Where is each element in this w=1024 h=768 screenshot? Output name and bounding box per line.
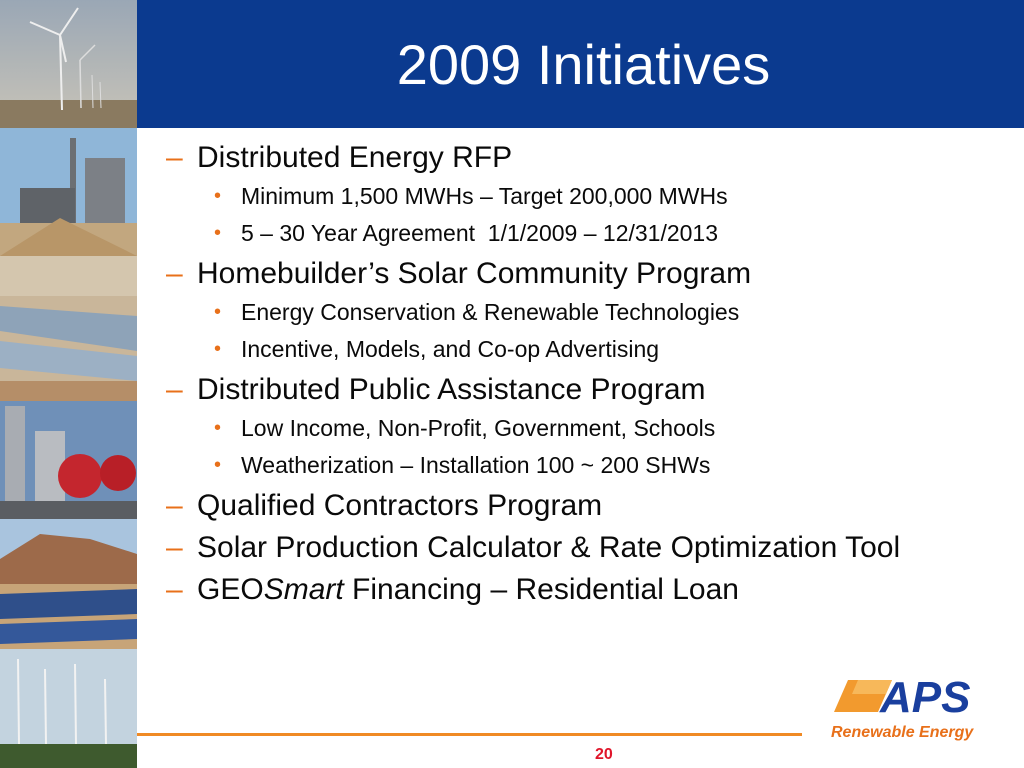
- dot-bullet: •: [214, 454, 222, 476]
- photo-strip: [0, 0, 137, 768]
- slide-title: 2009 Initiatives: [396, 33, 771, 96]
- dot-bullet: •: [214, 222, 222, 244]
- dash-bullet: –: [166, 257, 183, 290]
- wind-farm-photo: [0, 649, 137, 768]
- dot-bullet: •: [214, 301, 222, 323]
- svg-text:APS: APS: [880, 673, 971, 720]
- list-item: – Distributed Public Assistance Program: [166, 373, 706, 406]
- sub-list-item: • Low Income, Non-Profit, Government, Schools: [214, 415, 716, 441]
- list-item: – GEOSmart Financing – Residential Loan: [166, 573, 739, 606]
- sub-list-item: • Incentive, Models, and Co-op Advertising: [214, 336, 660, 362]
- sub-list-item: • Weatherization – Installation 100 ~ 200 SHWs: [214, 452, 711, 478]
- dash-bullet: –: [166, 141, 183, 174]
- dot-bullet: •: [214, 185, 222, 207]
- aps-logo-mark: [834, 672, 984, 720]
- generator-plant-photo: [0, 401, 137, 519]
- solar-trough-photo: [0, 256, 137, 401]
- sub-list-item: • Minimum 1,500 MWHs – Target 200,000 MWHs: [214, 183, 728, 209]
- power-plant-photo: [0, 128, 137, 256]
- wind-turbines-photo: [0, 0, 137, 128]
- dot-bullet: •: [214, 417, 222, 439]
- list-item: – Distributed Energy RFP: [166, 141, 513, 174]
- sub-list-item: • 5 – 30 Year Agreement 1/1/2009 – 12/31/2013: [214, 220, 719, 246]
- title-band: [137, 0, 1024, 128]
- page-number: 20: [595, 746, 613, 763]
- dash-bullet: –: [166, 531, 183, 564]
- solar-panels-canyon-photo: [0, 519, 137, 649]
- list-item: – Solar Production Calculator & Rate Optimization Tool: [166, 531, 901, 564]
- dash-bullet: –: [166, 489, 183, 522]
- dot-bullet: •: [214, 338, 222, 360]
- aps-logo: [834, 672, 984, 720]
- dash-bullet: –: [166, 373, 183, 406]
- sub-list-item: • Energy Conservation & Renewable Technologies: [214, 299, 740, 325]
- logo-tagline: Renewable Energy: [831, 724, 974, 741]
- list-item: – Qualified Contractors Program: [166, 489, 603, 522]
- bullet-list: [160, 140, 1020, 614]
- list-item: – Homebuilder’s Solar Community Program: [166, 257, 752, 290]
- footer-rule: [137, 733, 802, 736]
- dash-bullet: –: [166, 573, 183, 606]
